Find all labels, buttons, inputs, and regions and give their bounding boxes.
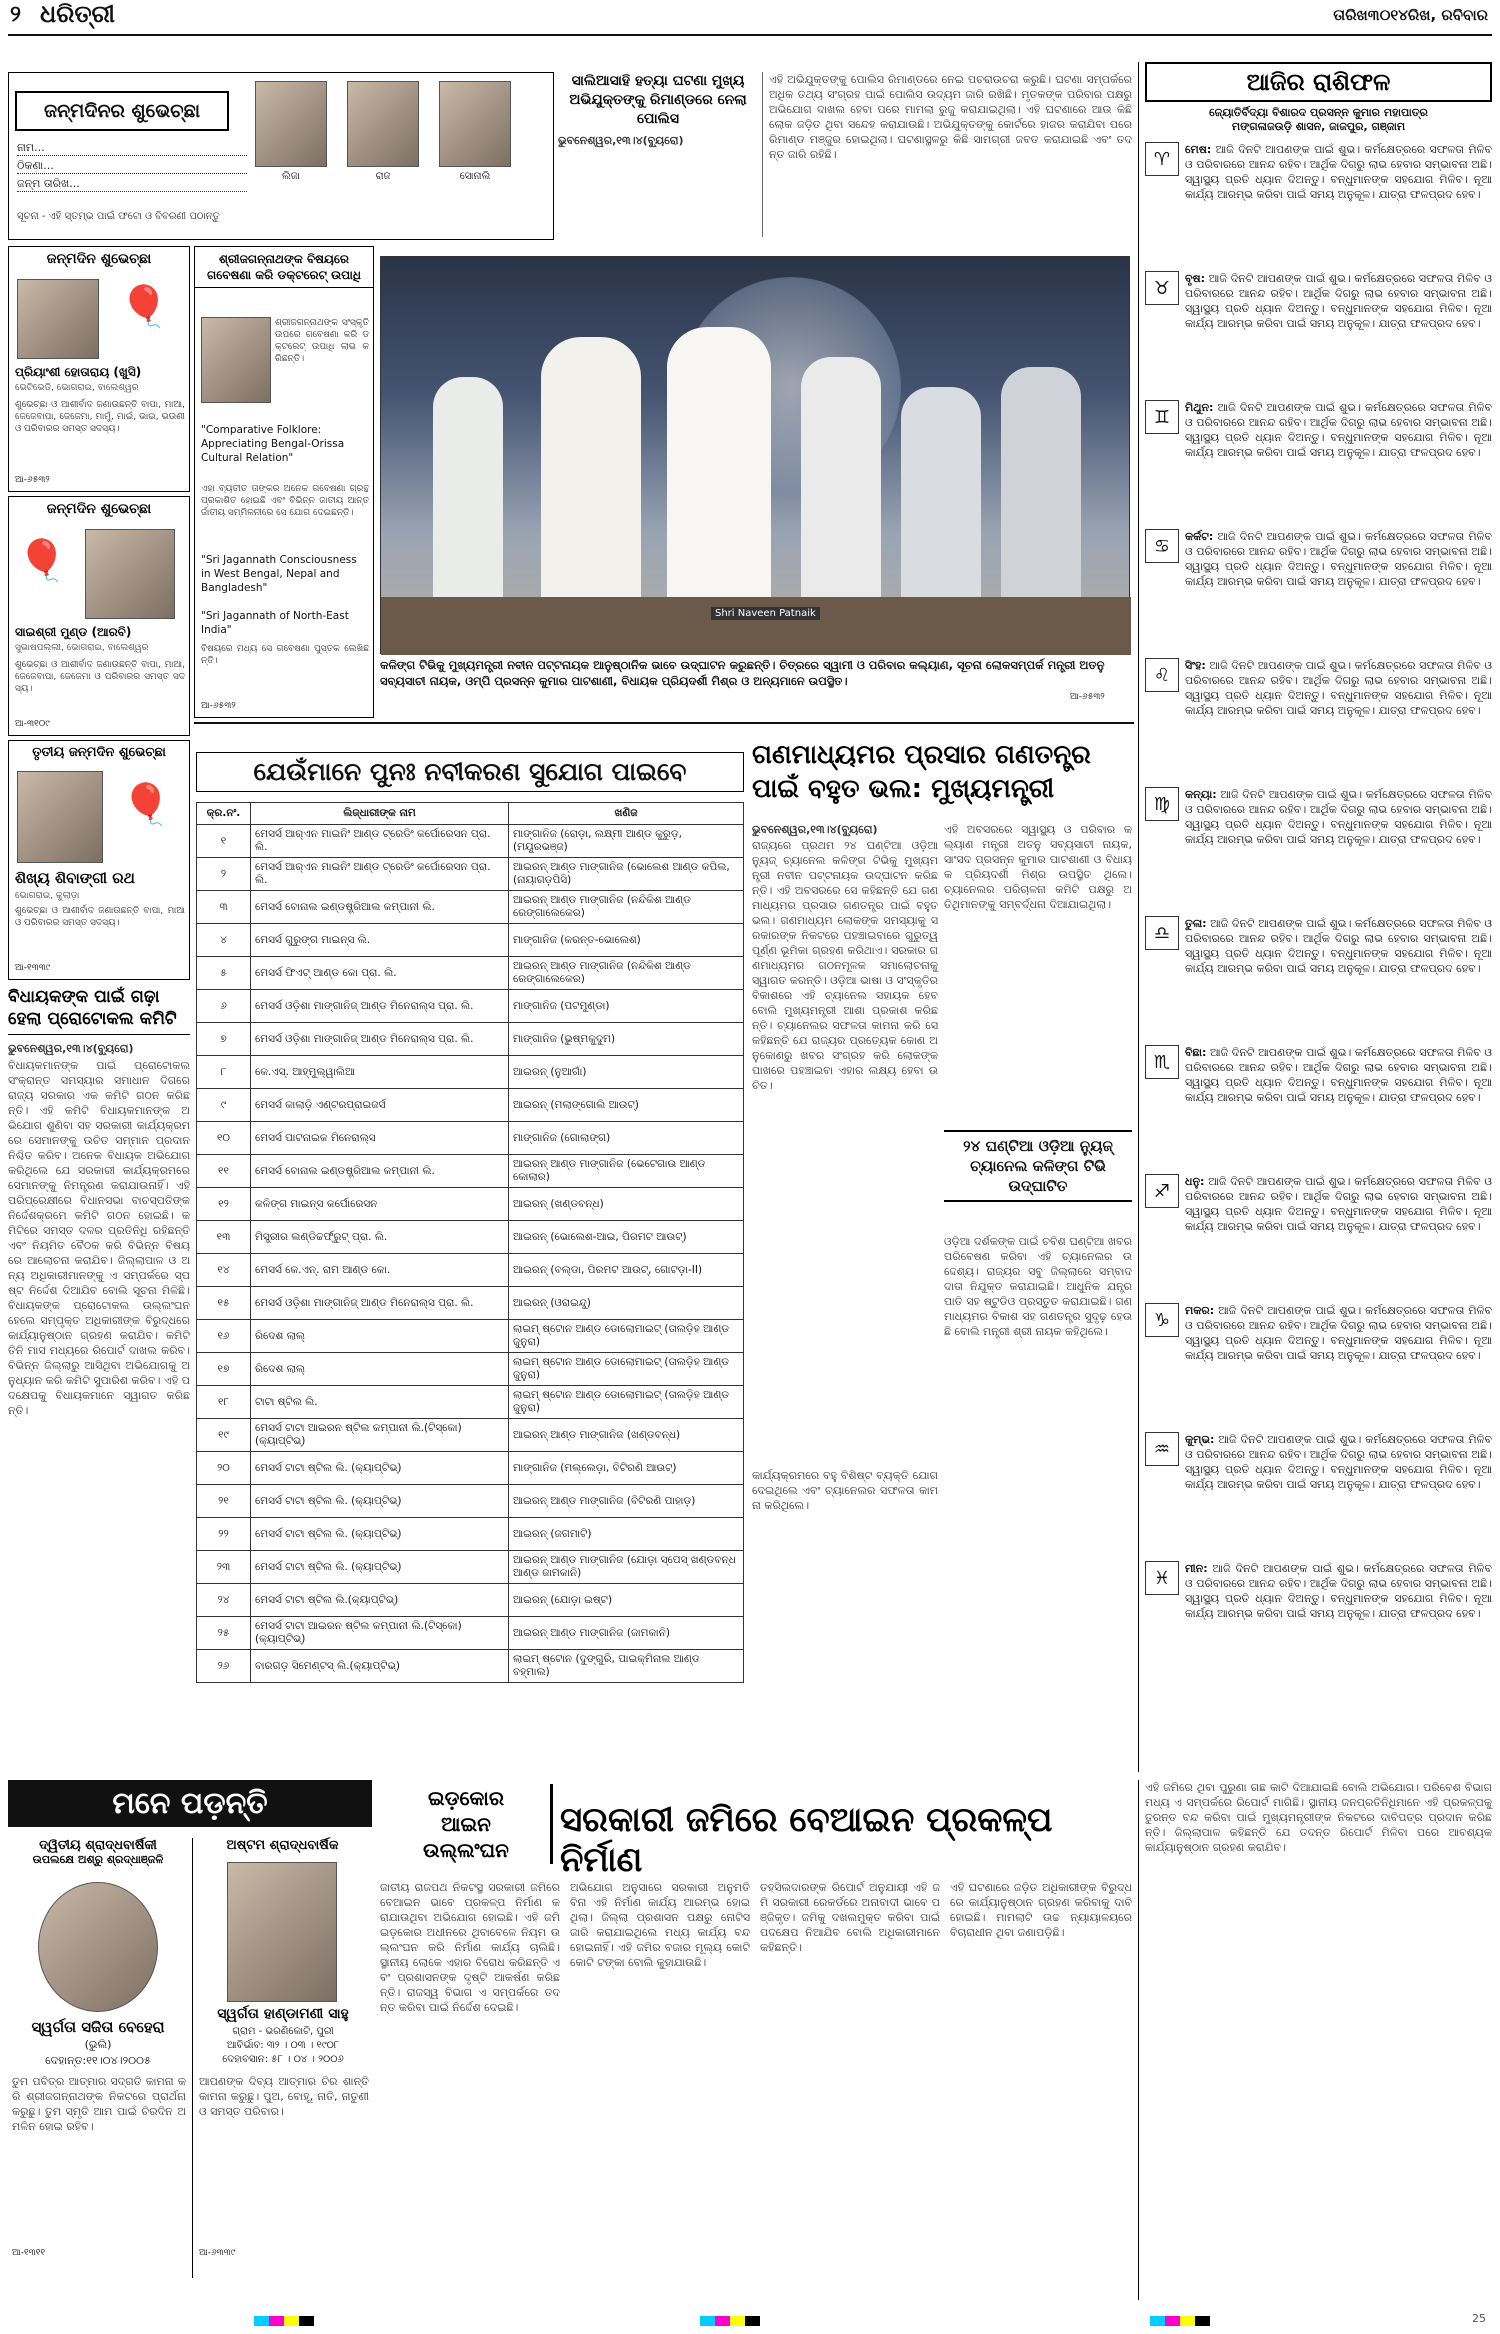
zodiac-icon: ♊ [1145,400,1179,434]
rashi-entry [1145,529,1492,654]
murder-story [558,72,758,242]
lease-serial: ୨୫ [197,1617,251,1650]
land-headline: ସରକାରୀ ଜମିରେ ବେଆଇନ ପ୍ରକଳ୍ପ ନିର୍ମାଣ [560,1800,1053,1880]
lease-row [197,1485,744,1518]
page-number: ୨ [10,2,21,27]
lease-holder: ମେସର୍ସ ଫିଏଟ୍ ଆଣ୍ଡ କୋ ପ୍ରା. ଲି. [251,957,509,990]
memorial-right [192,1838,372,2278]
birthday-3-title: ତୃତୀୟ ଜନ୍ମଦିନ ଶୁଭେଚ୍ଛା [32,745,166,760]
lease-row [197,1023,744,1056]
rashi-name: କର୍କଟ: [1185,530,1214,543]
lease-mineral: ଆଇରନ୍ ଆଣ୍ଡ ମାଙ୍ଗାନିଜ (ଖଣ୍ଡବନ୍ଧ) [509,1419,744,1452]
rashi-name: ବିଛା: [1185,1046,1207,1059]
lease-holder: ମେସର୍ସ କାଲାଡ଼ି ଏଣ୍ଟରପ୍ରାଇଜର୍ସ [251,1089,509,1122]
rashi-prediction: ଆଜି ଦିନଟି ଆପଣଙ୍କ ପାଇଁ ଶୁଭ। କର୍ମକ୍ଷେତ୍ରରେ ସଫଳତା ମିଳିବ ଓ ପରିବାରରେ ଆନନ୍ଦ ରହିବ। ଆର୍ଥିକ ଦିଗରୁ ଲାଭ ହେବାର ସମ୍ଭାବନା ଅଛି। ସ୍ୱାସ୍ଥ୍ୟ ପ୍ରତି ଧ୍ୟାନ ଦିଅନ୍ତୁ। ବନ୍ଧୁମାନଙ୍କ ସହଯୋଗ ମିଳିବ। ନୂଆ କାର୍ଯ୍ୟ ଆରମ୍ଭ କରିବା ପାଇଁ ସମୟ ଅନୁକୂଳ। ଯାତ୍ରା ଫଳପ୍ରଦ ହେବ। [1185,788,1492,846]
lease-holder: ମେସର୍ସ କେ.ଏନ୍. ରାମ ଆଣ୍ଡ କୋ. [251,1254,509,1287]
murder-body: ଏହି ଅଭିଯୁକ୍ତଙ୍କୁ ପୋଲିସ ରିମାଣ୍ଡରେ ନେଇ ପଚରାଉଚରା କରୁଛି। ଘଟଣା ସମ୍ପର୍କରେ ଅଧିକ ତଥ୍ୟ ସଂଗ୍ରହ ପାଇଁ ପୋଲିସ ଉଦ୍ୟମ ଜାରି ରଖିଛି। ମୃତକଙ୍କ ପରିବାର ପକ୍ଷରୁ ଅଭିଯୋଗ ଦାଖଲ ହେବା ପରେ ମାମଲା ରୁଜୁ କରାଯାଇଥିଲା। ଏହି ଘଟଣାରେ ଆଉ କିଛି ଲୋକ ଜଡ଼ିତ ଥିବା ସନ୍ଦେହ କରାଯାଉଛି। ଅଭିଯୁକ୍ତଙ୍କୁ କୋର୍ଟରେ ହାଜର କରାଯିବା ପରେ ରିମାଣ୍ଡ ମଞ୍ଜୁର ହୋଇଥିଲା। ଘଟଣାସ୍ଥଳରୁ କିଛି ସାମଗ୍ରୀ ଜବତ କରାଯାଇଛି ଏବଂ ତଦନ୍ତ ଜାରି ରହିଛି। [762,72,1132,237]
lease-holder: ବାରଗଡ଼ ସିମେଣ୍ଟସ୍ ଲି.(କ୍ୟାପ୍ଟିଭ୍) [251,1650,509,1683]
memorial-right-body: ଆପଣଙ୍କ ଦିବ୍ୟ ଆତ୍ମାର ଚିର ଶାନ୍ତି କାମନା କରୁଛୁ। ପୁଅ, ବୋହୂ, ନାତି, ନାତୁଣୀ ଓ ସମସ୍ତ ପରିବାର। [199,2075,369,2118]
lease-serial: ୧୮ [197,1386,251,1419]
memorial-code-1: ଆ-୧୩୧୧ [12,2248,46,2258]
rashi-prediction: ଆଜି ଦିନଟି ଆପଣଙ୍କ ପାଇଁ ଶୁଭ। କର୍ମକ୍ଷେତ୍ରରେ ସଫଳତା ମିଳିବ ଓ ପରିବାରରେ ଆନନ୍ଦ ରହିବ। ଆର୍ଥିକ ଦିଗରୁ ଲାଭ ହେବାର ସମ୍ଭାବନା ଅଛି। ସ୍ୱାସ୍ଥ୍ୟ ପ୍ରତି ଧ୍ୟାନ ଦିଅନ୍ତୁ। ବନ୍ଧୁମାନଙ୍କ ସହଯୋଗ ମିଳିବ। ନୂଆ କାର୍ଯ୍ୟ ଆରମ୍ଭ କରିବା ପାଇଁ ସମୟ ଅନୁକୂଳ। ଯାତ୍ରା ଫଳପ୍ରଦ ହେବ। [1185,659,1492,717]
birthday-3-place: ଭୋଗରାଇ, କୁଲାଡ଼ା [15,891,80,901]
memorial-left-nick: (ଭୁଲି) [84,2038,112,2051]
rashi-name: ବୃଷ: [1185,272,1206,285]
lease-mineral: ଲାଇମ୍ ଷ୍ଟୋନ ଆଣ୍ଡ ଡୋଲୋମାଇଟ୍ (ତାଲଡ଼ିହ ଆଣ୍ଡ ଜୁନୁରା) [509,1320,744,1353]
rashi-name: ମିଥୁନ: [1185,401,1214,414]
birthday-1-body: ଶୁଭେଚ୍ଛା ଓ ଆଶୀର୍ବାଦ ଜଣାଉଛନ୍ତି ବାପା, ମାଆ, ଜେଜେବାପା, ଜେଜେମା, ମାମୁଁ, ମାଇଁ, ଭାଇ, ଭଉଣୀ ଓ ପରିବାରର ସମସ୍ତ ସଦସ୍ୟ। [15,400,185,434]
lease-serial: ୧୩ [197,1221,251,1254]
leases-header-row [197,803,744,825]
lease-mineral: ଆଇରନ୍ (ବଲ୍ଡା, ପିରମଟ ଆଉଟ୍, ଗୋଟଡ଼ା-II) [509,1254,744,1287]
lease-mineral: ଆଇରନ୍ (ଖଣ୍ଡବନ୍ଧ) [509,1188,744,1221]
lease-serial: ୭ [197,1023,251,1056]
lease-row [197,1617,744,1650]
rashi-text [1185,1561,1492,1686]
lease-serial: ୨୪ [197,1584,251,1617]
memorial-right-name: ସ୍ୱର୍ଗତା ହାଣ୍ଡାମଣୀ ସାହୁ [217,2006,349,2022]
kid-name-1: ଲିଜା [282,171,300,182]
lease-serial: ୧୭ [197,1353,251,1386]
rashi-entry [1145,271,1492,396]
committee-dateline: ଭୁବନେଶ୍ୱର,୧୩।୪(ବ୍ୟୁରୋ) [8,1042,134,1055]
scholar-body-1: ଶ୍ରୀଜଗନ୍ନାଥଙ୍କ ସଂସ୍କୃତି ଉପରେ ଗବେଷଣା କରି ଡକ୍ଟରେଟ୍ ଉପାଧି ଲାଭ କରିଛନ୍ତି। [275,318,369,364]
lease-serial: ୩ [197,891,251,924]
zodiac-icon: ♌ [1145,658,1179,692]
lease-serial: ୫ [197,957,251,990]
scholar-quote-1: "Comparative Folklore: Appreciating Bengal-Orissa Cultural Relation" [201,424,345,464]
lease-row [197,1551,744,1584]
rashi-prediction: ଆଜି ଦିନଟି ଆପଣଙ୍କ ପାଇଁ ଶୁଭ। କର୍ମକ୍ଷେତ୍ରରେ ସଫଳତା ମିଳିବ ଓ ପରିବାରରେ ଆନନ୍ଦ ରହିବ। ଆର୍ଥିକ ଦିଗରୁ ଲାଭ ହେବାର ସମ୍ଭାବନା ଅଛି। ସ୍ୱାସ୍ଥ୍ୟ ପ୍ରତି ଧ୍ୟାନ ଦିଅନ୍ତୁ। ବନ୍ଧୁମାନଙ୍କ ସହଯୋଗ ମିଳିବ। ନୂଆ କାର୍ଯ୍ୟ ଆରମ୍ଭ କରିବା ପାଇଁ ସମୟ ଅନୁକୂଳ। ଯାତ୍ରା ଫଳପ୍ରଦ ହେବ। [1185,1304,1492,1362]
lease-serial: ୧୨ [197,1188,251,1221]
birthday-form-title: ଜନ୍ମଦିନର ଶୁଭେଚ୍ଛା [15,91,229,131]
lease-mineral: ମାଙ୍ଗାନିଜ (ମଲ୍ଲେଡ଼ା, ବିଟିରଣି ଆଉଟ୍) [509,1452,744,1485]
birthday-3-photo [17,771,103,863]
zodiac-icon: ♏ [1145,1045,1179,1079]
form-note: ସୂଚନା - ଏହି ସ୍ତମ୍ଭ ପାଇଁ ଫଟୋ ଓ ବିବରଣୀ ପଠାନ୍ତୁ [17,211,220,222]
lease-serial: ୯ [197,1089,251,1122]
cm-headline-2: ପାଇଁ ବହୁତ ଭଲ: ମୁଖ୍ୟମନ୍ତ୍ରୀ [752,774,1055,804]
lease-holder: ମେସର୍ସ ଗୁରୁଙ୍ଗ ମାଇନ୍ସ ଲି. [251,924,509,957]
rashi-text [1185,1174,1492,1299]
lease-holder: ମେସର୍ସ ଟାଟା ଷ୍ଟିଲ ଲି. (କ୍ୟାପ୍ଟିଭ୍) [251,1551,509,1584]
lease-row [197,1518,744,1551]
memorial-left-date: ଦେହାନ୍ତ:୧୧।୦୪।୨୦୦୫ [45,2054,151,2067]
lease-row [197,1287,744,1320]
committee-body: ବିଧାୟକମାନଙ୍କ ପାଇଁ ପ୍ରୋଟୋକଲ ସଂକ୍ରାନ୍ତ ସମସ୍ୟାର ସମାଧାନ ଦିଗରେ ରାଜ୍ୟ ସରକାର ଏକ କମିଟି ଗଠନ କରିଛନ୍ତି। ଏହି କମିଟି ବିଧାୟକମାନଙ୍କ ଅଭିଯୋଗ ଶୁଣିବା ସହ ସରକାରୀ କାର୍ଯ୍ୟକ୍ରମରେ ସେମାନଙ୍କୁ ଉଚିତ ସମ୍ମାନ ପ୍ରଦାନ ନିଶ୍ଚିତ କରିବ। ଅନେକ ବିଧାୟକ ଅଭିଯୋଗ କରିଥିଲେ ଯେ ସରକାରୀ କାର୍ଯ୍ୟକ୍ରମରେ ସେମାନଙ୍କୁ ନିମନ୍ତ୍ରଣ କରାଯାଉନାହିଁ। ଏହି ପରିପ୍ରେକ୍ଷୀରେ ବିଧାନସଭା ବାଚସ୍ପତିଙ୍କ ନିର୍ଦ୍ଦେଶକ୍ରମେ କମିଟି ଗଠନ ହୋଇଛି। କମିଟିରେ ସମସ୍ତ ଦଳର ପ୍ରତିନିଧି ରହିଛନ୍ତି ଏବଂ ନିୟମିତ ବୈଠକ କରି ବିଭିନ୍ନ ବିଷୟରେ ଆଲୋଚନା କରାଯିବ। ଜିଲ୍ଲାପାଳ ଓ ଅନ୍ୟ ଅଧିକାରୀମାନଙ୍କୁ ଏ ସମ୍ପର୍କରେ ସ୍ପଷ୍ଟ ନିର୍ଦ୍ଦେଶ ଦିଆଯିବ ବୋଲି ସୂଚନା ମିଳିଛି। ବିଧାୟକଙ୍କ ପ୍ରୋଟୋକଲ ଉଲ୍ଲଂଘନ ହେଲେ ସମ୍ପୃକ୍ତ ଅଧିକାରୀଙ୍କ ବିରୁଦ୍ଧରେ କାର୍ଯ୍ୟାନୁଷ୍ଠାନ ଗ୍ରହଣ କରାଯିବ। କମିଟି ତିନି ମାସ ମଧ୍ୟରେ ରିପୋର୍ଟ ଦାଖଲ କରିବ। ବିଭିନ୍ନ ଜିଲ୍ଲାରୁ ଆସିଥିବା ଅଭିଯୋଗକୁ ଅନୁଧ୍ୟାନ କରି କମିଟି ସୁପାରିଶ କରିବ। ଏହି ପଦକ୍ଷେପକୁ ବିଧାୟକମାନେ ସ୍ୱାଗତ କରିଛନ୍ତି। [8,1059,190,1417]
rashi-name: ମୀନ: [1185,1562,1208,1575]
lease-row [197,1089,744,1122]
lease-serial: ୧୦ [197,1122,251,1155]
lease-holder: ମେସର୍ସ ଓଡ଼ିଶା ମାଙ୍ଗାନିଜ୍ ଆଣ୍ଡ ମିନେରାଲ୍ସ ପ୍ରା. ଲି. [251,1287,509,1320]
birthday-2-body: ଶୁଭେଚ୍ଛା ଓ ଆଶୀର୍ବାଦ ଜଣାଉଛନ୍ତି ବାପା, ମାଆ, ଜେଜେବାପା, ଜେଜେମା ଓ ପରିବାରର ସମସ୍ତ ସଦସ୍ୟ। [15,660,185,694]
lease-mineral: ଆଇରନ୍ ଆଣ୍ଡ ମାଙ୍ଗାନିଜ (ଭେଟେଗାଉ ଆଣ୍ଡ କୋଲାର) [509,1155,744,1188]
masthead-date: ତାରିଖ୩୦୧୪ରିଖ, ରବିବାର [1333,6,1488,24]
birthday-2-code: ଆ-୩୧୦୯ [15,719,50,729]
cm-body-right: ଏହି ଅବସରରେ ସ୍ୱାସ୍ଥ୍ୟ ଓ ପରିବାର କଲ୍ୟାଣ ମନ୍ତ୍ରୀ ଅତନୁ ସବ୍ୟସାଚୀ ନାୟକ, ସାଂସଦ ପ୍ରସନ୍ନ କୁମାର ପାଟଶାଣୀ ଓ ବିଧାୟକ ପ୍ରିୟଦର୍ଶୀ ମିଶ୍ର ଉପସ୍ଥିତ ଥିଲେ। ଚ୍ୟାନେଲର ପରିଚାଳନା କମିଟି ପକ୍ଷରୁ ଅତିଥିମାନଙ୍କୁ ସମ୍ବର୍ଦ୍ଧନା ଦିଆଯାଇଥିଲା। [944,823,1132,911]
memorial [8,1780,372,2300]
lease-row [197,1452,744,1485]
rashi-prediction: ଆଜି ଦିନଟି ଆପଣଙ୍କ ପାଇଁ ଶୁଭ। କର୍ମକ୍ଷେତ୍ରରେ ସଫଳତା ମିଳିବ ଓ ପରିବାରରେ ଆନନ୍ଦ ରହିବ। ଆର୍ଥିକ ଦିଗରୁ ଲାଭ ହେବାର ସମ୍ଭାବନା ଅଛି। ସ୍ୱାସ୍ଥ୍ୟ ପ୍ରତି ଧ୍ୟାନ ଦିଅନ୍ତୁ। ବନ୍ଧୁମାନଙ୍କ ସହଯୋଗ ମିଳିବ। ନୂଆ କାର୍ଯ୍ୟ ଆରମ୍ଭ କରିବା ପାଇଁ ସମୟ ଅନୁକୂଳ। ଯାତ୍ରା ଫଳପ୍ରଦ ହେବ। [1185,1046,1492,1104]
scholar-quote-3: "Sri Jagannath of North-East India" [201,610,349,636]
lease-holder: ମେସର୍ସ ଟାଟା ଷ୍ଟିଲ ଲି. (କ୍ୟାପ୍ଟିଭ୍) [251,1485,509,1518]
cm-body-left-2: କାର୍ଯ୍ୟକ୍ରମରେ ବହୁ ବିଶିଷ୍ଟ ବ୍ୟକ୍ତି ଯୋଗ ଦେଇଥିଲେ ଏବଂ ଚ୍ୟାନେଲର ସଫଳତା କାମନା କରିଥିଲେ। [752,1469,938,1512]
form-field-name: ନାମ... [17,141,247,156]
lease-row [197,957,744,990]
zodiac-icon: ♓ [1145,1561,1179,1595]
scholar-body-3: ବିଷୟରେ ମଧ୍ୟ ସେ ଗବେଷଣା ପୁସ୍ତକ ଲେଖିଛନ୍ତି। [201,644,369,666]
murder-headline: ସାଲିଆସାହି ହତ୍ୟା ଘଟଣା ମୁଖ୍ୟ ଅଭିଯୁକ୍ତଙ୍କୁ ରିମାଣ୍ଡରେ ନେଲା ପୋଲିସ [569,73,747,127]
scholar-headline: ଶ୍ରୀଜଗନ୍ନାଥଙ୍କ ବିଷୟରେ ଗବେଷଣା କରି ଡକ୍ଟରେଟ୍ ଉପାଧି [195,247,373,288]
rashi-prediction: ଆଜି ଦିନଟି ଆପଣଙ୍କ ପାଇଁ ଶୁଭ। କର୍ମକ୍ଷେତ୍ରରେ ସଫଳତା ମିଳିବ ଓ ପରିବାରରେ ଆନନ୍ଦ ରହିବ। ଆର୍ଥିକ ଦିଗରୁ ଲାଭ ହେବାର ସମ୍ଭାବନା ଅଛି। ସ୍ୱାସ୍ଥ୍ୟ ପ୍ରତି ଧ୍ୟାନ ଦିଅନ୍ତୁ। ବନ୍ଧୁମାନଙ୍କ ସହଯୋଗ ମିଳିବ। ନୂଆ କାର୍ଯ୍ୟ ଆରମ୍ଭ କରିବା ପାଇଁ ସମୟ ଅନୁକୂଳ। ଯାତ୍ରା ଫଳପ୍ରଦ ହେବ। [1185,1175,1492,1233]
birthday-1-code: ଆ-୬୫୩୨ [15,475,50,485]
horoscope [1138,62,1492,1772]
scholar-box [194,246,374,718]
rashi-text [1185,658,1492,783]
podium-table [381,597,1131,655]
lease-row [197,1254,744,1287]
masthead [0,0,1500,34]
zodiac-icon: ♈ [1145,142,1179,176]
rashi-name: କୁମ୍ଭ: [1185,1433,1215,1446]
lease-row [197,1386,744,1419]
rashi-entry [1145,916,1492,1041]
lease-holder: ମେସର୍ସ ଟାଟା ଷ୍ଟିଲ ଲି. (କ୍ୟାପ୍ଟିଭ୍) [251,1452,509,1485]
rashi-text [1185,142,1492,267]
form-field-address: ଠିକଣା... [17,159,247,174]
lease-holder: ମେସର୍ସ ବୋନାଲ ଇଣ୍ଡଷ୍ଟ୍ରିଆଲ କମ୍ପାନୀ ଲି. [251,1155,509,1188]
scholar-code: ଆ-୬୫୩୨ [201,701,236,711]
memorial-title: ମନେ ପଡ଼ନ୍ତି [8,1780,372,1827]
lease-mineral: ଲାଇମ୍ ଷ୍ଟୋନ ଆଣ୍ଡ ଡୋଲୋମାଇଟ୍ (ତାଲଡ଼ିହ ଆଣ୍ଡ ଜୁନୁରା) [509,1353,744,1386]
lease-serial: ୬ [197,990,251,1023]
birthday-card-3 [8,740,190,980]
birthday-2-name: ସାଇଶ୍ରୀ ମୁଣ୍ଡ (ଆରବି) [15,625,132,639]
birthday-3-name: ଶିଖ୍ୟ ଶିବାଙ୍ଗୀ ରଥ [15,869,135,887]
rashi-text [1185,529,1492,654]
rashi-name: ମେଷ: [1185,143,1212,156]
birthday-2-place: ସୁଭାଷପଲ୍ଲୀ, ଭୋଗରାଇ, ବାଲେଶ୍ୱର [15,643,149,653]
memorial-right-photo [227,1862,337,2002]
lease-holder: ମେସର୍ସ ଆର୍‌ଏନ ମାଇନିଂ ଆଣ୍ଡ ଟ୍ରେଡିଂ କର୍ପୋରେସନ ପ୍ରା. ଲି. [251,825,509,858]
lease-serial: ୧ [197,825,251,858]
lease-mineral: ଆଇରନ୍ ଆଣ୍ଡ ମାଙ୍ଗାନିଜ (ନନ୍ଦିକିଶ ଆଣ୍ଡ ରେଙ୍ଗାଲେକେର) [509,891,744,924]
birthday-1-photo [17,279,99,359]
form-field-dob: ଜନ୍ମ ତାରିଖ... [17,177,247,192]
leases-table-wrap [196,802,744,1683]
lease-holder: ମେସର୍ସ ଓଡ଼ିଶା ମାଙ୍ଗାନିଜ୍ ଆଣ୍ଡ ମିନେରାଲ୍ସ ପ୍ରା. ଲି. [251,990,509,1023]
lease-row [197,1122,744,1155]
lease-mineral: ଆଇରନ୍ (ମଲାଙ୍ଗୋଲି ଆଉଟ୍) [509,1089,744,1122]
lease-mineral: ଆଇରନ୍ (ଜଗମାଟି) [509,1518,744,1551]
leases-headline: ଯେଉଁମାନେ ପୁନଃ ନବୀକରଣ ସୁଯୋଗ ପାଇବେ [196,752,744,792]
lease-row [197,1221,744,1254]
rashi-entry [1145,1432,1492,1557]
scholar-photo [201,317,271,403]
rashi-text [1185,1432,1492,1557]
lease-mineral: ଆଇରନ୍ ଆଣ୍ଡ ମାଙ୍ଗାନିଜ (ଭୋଲେଶ ଆଣ୍ଡ କପିଲ, (ନାୟାଗଡ଼ପିସି) [509,858,744,891]
col-lessee: ଲିଜ୍‌ଧାରୀଙ୍କ ନାମ [251,803,509,825]
paper-logo: ଧରିତ୍ରୀ [40,0,115,28]
rashi-entry [1145,1045,1492,1170]
birthday-card-2 [8,496,190,736]
memorial-left-heading: ଦ୍ୱିତୀୟ ଶ୍ରାଦ୍ଧବାର୍ଷିକୀ [39,1838,157,1853]
rashi-name: ଧନୁ: [1185,1175,1205,1188]
lease-serial: ୨୧ [197,1485,251,1518]
birthday-3-body: ଶୁଭେଚ୍ଛା ଓ ଆଶୀର୍ବାଦ ଜଣାଉଛନ୍ତି ବାପା, ମାଆ ଓ ପରିବାରର ସମସ୍ତ ସଦସ୍ୟ। [15,906,185,928]
birthday-1-place: ଭେଟିଭେଡି, ଭୋଗରାଇ, ବାଲେଶ୍ୱର [15,383,139,393]
rashi-entry [1145,1303,1492,1428]
rashi-text [1185,271,1492,396]
land-kicker-2: ଆଇନ [441,1812,491,1836]
lease-serial: ୧୯ [197,1419,251,1452]
lease-mineral: ମାଙ୍ଗାନିଜ (ଭୁଷ୍ମକୁଦୁମ) [509,1023,744,1056]
rashi-text [1185,400,1492,525]
memorial-code-2: ଆ-୬୩୩୯ [199,2248,236,2258]
lease-mineral: ଲାଇମ୍ ଷ୍ଟୋନ ଆଣ୍ଡ ଡୋଲୋମାଇଟ୍ (ତାଲଡ଼ିହ ଆଣ୍ଡ ଜୁନୁରା) [509,1386,744,1419]
lease-row [197,1584,744,1617]
lease-holder: ମେସର୍ସ ଟାଟା ଆଇରନ ଷ୍ଟିଲ କମ୍ପାନୀ ଲି.(ଟିସ୍କୋ) (କ୍ୟାପ୍ଟିଭ୍) [251,1419,509,1452]
rashi-prediction: ଆଜି ଦିନଟି ଆପଣଙ୍କ ପାଇଁ ଶୁଭ। କର୍ମକ୍ଷେତ୍ରରେ ସଫଳତା ମିଳିବ ଓ ପରିବାରରେ ଆନନ୍ଦ ରହିବ। ଆର୍ଥିକ ଦିଗରୁ ଲାଭ ହେବାର ସମ୍ଭାବନା ଅଛି। ସ୍ୱାସ୍ଥ୍ୟ ପ୍ରତି ଧ୍ୟାନ ଦିଅନ୍ତୁ। ବନ୍ଧୁମାନଙ୍କ ସହଯୋଗ ମିଳିବ। ନୂଆ କାର୍ଯ୍ୟ ଆରମ୍ଭ କରିବା ପାଇଁ ସମୟ ଅନୁକୂଳ। ଯାତ୍ରା ଫଳପ୍ରଦ ହେବ। [1185,1433,1492,1491]
lease-row [197,1419,744,1452]
lease-row [197,825,744,858]
cm-story [752,738,1132,1758]
lease-row [197,891,744,924]
rashi-entry [1145,142,1492,267]
rashi-entry [1145,787,1492,912]
memorial-right-detail-1: ଗ୍ରାମ - ଭରଣିକୋଟି, ପୁରୀ [232,2026,334,2037]
lease-holder: ମିସ୍ତ୍ରୀର ଲଣ୍ଡିଚ୍ଚର୍ଫ୍ରୁଟ୍ ପ୍ରା. ଲି. [251,1221,509,1254]
lease-holder: ମେସର୍ସ ଟାଟା ଷ୍ଟିଲ ଲି. (କ୍ୟାପ୍ଟିଭ୍) [251,1518,509,1551]
lease-holder: ମେସର୍ସ ଓଡ଼ିଶା ମାଙ୍ଗାନିଜ୍ ଆଣ୍ଡ ମିନେରାଲ୍ସ ପ୍ରା. ଲି. [251,1023,509,1056]
lease-row [197,858,744,891]
zodiac-icon: ♍ [1145,787,1179,821]
lease-row [197,1188,744,1221]
lease-holder: କଳିଙ୍ଗ ମାଇନ୍ସ କର୍ପୋରେସନ [251,1188,509,1221]
memorial-right-detail-2: ଆବିର୍ଭାବ: ୩୨ । ୦୩ । ୧୯୦୮ [226,2040,340,2051]
cm-body-left: ରାଜ୍ୟରେ ପ୍ରଥମ ୨୪ ଘଣ୍ଟିଆ ଓଡ଼ିଆ ନ୍ୟୁଜ୍ ଚ୍ୟାନେଲ କଳିଙ୍ଗ ଟିଭିକୁ ମୁଖ୍ୟମନ୍ତ୍ରୀ ନବୀନ ପଟ୍ଟନାୟକ ଉଦ୍‌ଘାଟନ କରିଛନ୍ତି। ଏହି ଅବସରରେ ସେ କହିଛନ୍ତି ଯେ ଗଣମାଧ୍ୟମର ପ୍ରସାର ଗଣତନ୍ତ୍ର ପାଇଁ ବହୁତ ଭଲ। ଗଣମାଧ୍ୟମ ଲୋକଙ୍କ ସମସ୍ୟାକୁ ସରକାରଙ୍କ ନିକଟରେ ପହଞ୍ଚାଇବାରେ ଗୁରୁତ୍ୱପୂର୍ଣ୍ଣ ଭୂମିକା ଗ୍ରହଣ କରିଥାଏ। ସରକାର ଗଣମାଧ୍ୟମର ଗଠନମୂଳକ ସମାଲୋଚନାକୁ ସ୍ୱାଗତ କରନ୍ତି। ଓଡ଼ିଆ ଭାଷା ଓ ସଂସ୍କୃତିର ବିକାଶରେ ଏହି ଚ୍ୟାନେଲ ସହାୟକ ହେବ ବୋଲି ମୁଖ୍ୟମନ୍ତ୍ରୀ ଆଶା ପ୍ରକାଶ କରିଛନ୍ତି। ଚ୍ୟାନେଲର ସଫଳତା କାମନା କରି ସେ କହିଛନ୍ତି ଯେ ରାଜ୍ୟର ପ୍ରତ୍ୟେକ କୋଣ ଅନୁକୋଣରୁ ଖବର ସଂଗ୍ରହ କରି ଲୋକଙ୍କ ପାଖରେ ପହଞ୍ଚାଇବା ଏହାର ଲକ୍ଷ୍ୟ ହେବା ଉଚିତ। [752,839,938,1092]
rashi-entry [1145,1561,1492,1686]
balloons-icon-3: 🎈 [121,782,171,828]
committee-headline: ବିଧାୟକଙ୍କ ପାଇଁ ଗଢ଼ା ହେଲା ପ୍ରୋଟୋକଲ କମିଟି [8,986,190,1035]
lease-row [197,924,744,957]
rashi-text [1185,916,1492,1041]
footer [0,2308,1500,2334]
horoscope-title: ଆଜିର ରାଶିଫଳ [1145,62,1492,102]
kid-name-3: ସୋନାଲି [459,171,491,182]
lease-holder: କେ.ଏସ୍. ଆହ୍ମୁଲ୍ୱାଲିଆ [251,1056,509,1089]
main-photo-caption: କଳିଙ୍ଗ ଟିଭିକୁ ମୁଖ୍ୟମନ୍ତ୍ରୀ ନବୀନ ପଟ୍ଟନାୟକ ଆନୁଷ୍ଠାନିକ ଭାବେ ଉଦ୍‌ଘାଟନ କରୁଛନ୍ତି। ଚିତ୍ରରେ ସ୍ୱାମୀ ଓ ପରିବାର କଲ୍ୟାଣ, ସୂଚନା ଲୋକସମ୍ପର୍କ ମନ୍ତ୍ରୀ ଅତନୁ ସବ୍ୟସାଚୀ ନାୟକ, ଓମ୍ପି ପ୍ରସନ୍ନ କୁମାର ପାଟଶାଣୀ, ବିଧାୟକ ପ୍ରିୟଦର୍ଶୀ ମିଶ୍ର ଓ ଅନ୍ୟମାନେ ଉପସ୍ଥିତ। [380,658,1105,688]
land-kicker-1: ଇଡ଼କୋର [428,1786,504,1810]
lease-serial: ୪ [197,924,251,957]
lease-holder: ମେସର୍ସ ଟାଟା ଷ୍ଟିଲ ଲି.(କ୍ୟାପ୍ଟିଭ୍) [251,1584,509,1617]
lease-mineral: ମାଙ୍ଗାନିଜ (କରନ୍ତ-ଭୋଲେଶ) [509,924,744,957]
balloons-icon-2: 🎈 [17,538,67,584]
land-body-1: ଜାତୀୟ ରାଜପଥ ନିକଟସ୍ଥ ସରକାରୀ ଜମିରେ ବେଆଇନ ଭାବେ ପ୍ରକଳ୍ପ ନିର୍ମାଣ କରାଯାଉଥିବା ଅଭିଯୋଗ ହୋଇଛି। ଏହି ଜମି ଇଡ଼କୋର ଅଧୀନରେ ଥିବାବେଳେ ନିୟମ ଉଲ୍ଲଂଘନ କରି ନିର୍ମାଣ କାର୍ଯ୍ୟ ଚାଲିଛି। ସ୍ଥାନୀୟ ଲୋକେ ଏହାର ବିରୋଧ କରିଛନ୍ତି ଏବଂ ପ୍ରଶାସନଙ୍କ ଦୃଷ୍ଟି ଆକର୍ଷଣ କରିଛନ୍ତି। ରାଜସ୍ୱ ବିଭାଗ ଏ ସମ୍ପର୍କରେ ତଦନ୍ତ କରିବା ପାଇଁ ନିର୍ଦ୍ଦେଶ ଦେଇଛି। [380,1881,560,2014]
lease-mineral: ଆଇରନ୍ (ଓରାଇନ୍ଦୁ) [509,1287,744,1320]
zodiac-icon: ♎ [1145,916,1179,950]
main-photo-banner: Shri Naveen Patnaik [711,607,820,620]
lease-holder: ରିଦେଶ ଲାଲ୍ [251,1353,509,1386]
lease-row [197,1650,744,1683]
lease-serial: ୮ [197,1056,251,1089]
kid-name-2: ରାଜ [375,171,391,182]
rashi-text [1185,787,1492,912]
lease-holder: ରିଦେଶ ଲାଲ୍ [251,1320,509,1353]
rashi-name: ମକର: [1185,1304,1215,1317]
lease-mineral: ଆଇରନ୍ (ଯୋଡ଼ା ଇଷ୍ଟ) [509,1584,744,1617]
rashi-name: କନ୍ୟା: [1185,788,1217,801]
lease-mineral: ଆଇରନ୍ ଆଣ୍ଡ ମାଙ୍ଗାନିଜ (ବିଟିରଣି ପାହାଡ଼) [509,1485,744,1518]
birthday-3-code: ଆ-୧୩୩୯ [15,963,51,973]
color-bar-mid [700,2316,760,2326]
lease-mineral: ଆଇରନ୍ (ଭୋଲେଶ-ଆଇ, ପିରମଟ ଆଉଟ୍) [509,1221,744,1254]
lease-mineral: ମାଙ୍ଗାନିଜ (ପଟମୁଣ୍ଡା) [509,990,744,1023]
lease-serial: ୧୬ [197,1320,251,1353]
lease-holder: ମେସର୍ସ ବୋନାଲ ଇଣ୍ଡଷ୍ଟ୍ରିଆଲ କମ୍ପାନୀ ଲି. [251,891,509,924]
scholar-quote-2: "Sri Jagannath Consciousness in West Bengal, Nepal and Bangladesh" [201,554,357,594]
lease-serial: ୨୨ [197,1518,251,1551]
scholar-body-2: ଏହା ବ୍ୟତୀତ ତାଙ୍କର ଅନେକ ଗବେଷଣା ଗ୍ରନ୍ଥ ପ୍ରକାଶିତ ହୋଇଛି ଏବଂ ବିଭିନ୍ନ ଜାତୀୟ ଆନ୍ତର୍ଜାତୀୟ ସମ୍ମିଳନୀରେ ସେ ଯୋଗ ଦେଇଛନ୍ତି। [201,484,369,518]
lease-row [197,1056,744,1089]
col-serial: କ୍ର.ନଂ. [197,803,251,825]
horoscope-author-2: ମଙ୍ଗଳାଜଉଡ଼ି ଶାସନ, ଜାଜପୁର, ଗଞ୍ଜାମ [1231,120,1406,133]
rashi-list [1145,142,1492,1686]
lease-holder: ମେସର୍ସ ପାଟନାଇକ ମିନେରାଲ୍ସ [251,1122,509,1155]
rashi-prediction: ଆଜି ଦିନଟି ଆପଣଙ୍କ ପାଇଁ ଶୁଭ। କର୍ମକ୍ଷେତ୍ରରେ ସଫଳତା ମିଳିବ ଓ ପରିବାରରେ ଆନନ୍ଦ ରହିବ। ଆର୍ଥିକ ଦିଗରୁ ଲାଭ ହେବାର ସମ୍ଭାବନା ଅଛି। ସ୍ୱାସ୍ଥ୍ୟ ପ୍ରତି ଧ୍ୟାନ ଦିଅନ୍ତୁ। ବନ୍ଧୁମାନଙ୍କ ସହଯୋଗ ମିଳିବ। ନୂଆ କାର୍ଯ୍ୟ ଆରମ୍ଭ କରିବା ପାଇଁ ସମୟ ଅନୁକୂଳ। ଯାତ୍ରା ଫଳପ୍ରଦ ହେବ। [1185,917,1492,975]
lease-row [197,1155,744,1188]
lease-serial: ୨୬ [197,1650,251,1683]
horoscope-author-1: ଜ୍ୟୋତିର୍ବିଦ୍ୟା ବିଶାରଦ ପ୍ରସନ୍ନ କୁମାର ମହାପାତ୍ର [1209,106,1428,119]
zodiac-icon: ♐ [1145,1174,1179,1208]
rashi-prediction: ଆଜି ଦିନଟି ଆପଣଙ୍କ ପାଇଁ ଶୁଭ। କର୍ମକ୍ଷେତ୍ରରେ ସଫଳତା ମିଳିବ ଓ ପରିବାରରେ ଆନନ୍ଦ ରହିବ। ଆର୍ଥିକ ଦିଗରୁ ଲାଭ ହେବାର ସମ୍ଭାବନା ଅଛି। ସ୍ୱାସ୍ଥ୍ୟ ପ୍ରତି ଧ୍ୟାନ ଦିଅନ୍ତୁ। ବନ୍ଧୁମାନଙ୍କ ସହଯୋଗ ମିଳିବ। ନୂଆ କାର୍ଯ୍ୟ ଆରମ୍ଭ କରିବା ପାଇଁ ସମୟ ଅନୁକୂଳ। ଯାତ୍ରା ଫଳପ୍ରଦ ହେବ। [1185,1562,1492,1620]
rashi-prediction: ଆଜି ଦିନଟି ଆପଣଙ୍କ ପାଇଁ ଶୁଭ। କର୍ମକ୍ଷେତ୍ରରେ ସଫଳତା ମିଳିବ ଓ ପରିବାରରେ ଆନନ୍ଦ ରହିବ। ଆର୍ଥିକ ଦିଗରୁ ଲାଭ ହେବାର ସମ୍ଭାବନା ଅଛି। ସ୍ୱାସ୍ଥ୍ୟ ପ୍ରତି ଧ୍ୟାନ ଦିଅନ୍ତୁ। ବନ୍ଧୁମାନଙ୍କ ସହଯୋଗ ମିଳିବ। ନୂଆ କାର୍ଯ୍ୟ ଆରମ୍ଭ କରିବା ପାଇଁ ସମୟ ଅନୁକୂଳ। ଯାତ୍ରା ଫଳପ୍ରଦ ହେବ। [1185,143,1492,201]
cm-subhead: ୨୪ ଘଣ୍ଟିଆ ଓଡ଼ିଆ ନ୍ୟୁଜ୍ ଚ୍ୟାନେଲ କଳିଙ୍ଗ ଟିଭି ଉଦ୍‌ଘାଟିତ [944,1130,1132,1202]
memorial-right-heading: ଅଷ୍ଟମ ଶ୍ରାଦ୍ଧବାର୍ଷିକ [226,1838,339,1853]
lease-mineral: ଆଇରନ୍ ଆଣ୍ଡ ମାଙ୍ଗାନିଜ (ନନ୍ଦିକିଶ ଆଣ୍ଡ ରେଙ୍ଗାଲେକେର) [509,957,744,990]
murder-dateline: ଭୁବନେଶ୍ୱର,୧୩।୪(ବ୍ୟୁରୋ) [558,134,684,147]
land-story [380,1780,1132,2300]
memorial-left-subheading: ଉପଲକ୍ଷେ ଅଶ୍ରୁ ଶ୍ରଦ୍ଧାଞ୍ଜଳି [32,1853,164,1866]
balloons-icon: 🎈 [119,284,169,330]
lease-serial: ୨ [197,858,251,891]
col-mineral: ଖଣିଜ [509,803,744,825]
memorial-right-date: ଦେହାବସାନ: ୫୮ । ୦୪ । ୨୦୦୬ [222,2054,344,2065]
memorial-left-body: ତୁମ ପବିତ୍ର ଆତ୍ମାର ସଦ୍‌ଗତି କାମନା କରି ଶ୍ରୀଜଗନ୍ନାଥଙ୍କ ନିକଟରେ ପ୍ରାର୍ଥନା କରୁଛୁ। ତୁମ ସ୍ମୃତି ଆମ ପାଇଁ ଚିରଦିନ ଅମଳିନ ହୋଇ ରହିବ। [12,2075,186,2133]
lease-row [197,1353,744,1386]
lease-serial: ୨୦ [197,1452,251,1485]
lease-mineral: ଆଇରନ୍ (ନୁଆଗାଁ) [509,1056,744,1089]
memorial-left-name: ସ୍ୱର୍ଗତା ସଜିତା ବେହେରା [31,2018,165,2036]
rashi-prediction: ଆଜି ଦିନଟି ଆପଣଙ୍କ ପାଇଁ ଶୁଭ। କର୍ମକ୍ଷେତ୍ରରେ ସଫଳତା ମିଳିବ ଓ ପରିବାରରେ ଆନନ୍ଦ ରହିବ। ଆର୍ଥିକ ଦିଗରୁ ଲାଭ ହେବାର ସମ୍ଭାବନା ଅଛି। ସ୍ୱାସ୍ଥ୍ୟ ପ୍ରତି ଧ୍ୟାନ ଦିଅନ୍ତୁ। ବନ୍ଧୁମାନଙ୍କ ସହଯୋଗ ମିଳିବ। ନୂଆ କାର୍ଯ୍ୟ ଆରମ୍ଭ କରିବା ପାଇଁ ସମୟ ଅନୁକୂଳ। ଯାତ୍ରା ଫଳପ୍ରଦ ହେବ। [1185,272,1492,330]
lease-serial: ୨୩ [197,1551,251,1584]
color-bar-left [254,2316,314,2326]
birthday-1-title: ଜନ୍ମଦିନ ଶୁଭେଚ୍ଛା [46,251,152,267]
birthday-1-name: ପ୍ରିୟାଂଶୀ ହୋତାରାୟ (ଖୁସି) [15,365,142,379]
lease-mineral: ଆଇରନ୍ ଆଣ୍ଡ ମାଙ୍ଗାନିଜ (ଜାମକାନି) [509,1617,744,1650]
kid-photo-2 [347,81,419,167]
rashi-entry [1145,400,1492,525]
main-photo-code: ଆ-୬୫୩୨ [1070,692,1105,702]
rashi-entry [1145,658,1492,783]
cm-dateline: ଭୁବନେଶ୍ୱର,୧୩।୪(ବ୍ୟୁରୋ) [752,823,878,836]
cm-headline-1: ଗଣମାଧ୍ୟମର ପ୍ରସାର ଗଣତନ୍ତ୍ର [752,740,1091,770]
rashi-entry [1145,1174,1492,1299]
main-photo [380,256,1130,654]
zodiac-icon: ♑ [1145,1303,1179,1337]
zodiac-icon: ♋ [1145,529,1179,563]
zodiac-icon: ♒ [1145,1432,1179,1466]
birthday-card-1 [8,246,190,492]
rashi-name: ତୁଳା: [1185,917,1207,930]
lease-mineral: ମାଙ୍ଗାନିଜ (ରୋଡ଼ା, ଲକ୍ଷ୍ମୀ ଆଣ୍ଡ କୁରୁଡ଼, (ମୟୂରଭଞ୍ଜ) [509,825,744,858]
land-continuation: ଏହି ଜମିରେ ଥିବା ପୁରୁଣା ଗଛ କାଟି ଦିଆଯାଇଛି ବୋଲି ଅଭିଯୋଗ। ପରିବେଶ ବିଭାଗ ମଧ୍ୟ ଏ ସମ୍ପର୍କରେ ରିପୋର୍ଟ ମାଗିଛି। ସ୍ଥାନୀୟ ଜନପ୍ରତିନିଧିମାନେ ଏହି ପ୍ରକଳ୍ପକୁ ତୁରନ୍ତ ବନ୍ଦ କରିବା ପାଇଁ ମୁଖ୍ୟମନ୍ତ୍ରୀଙ୍କ ନିକଟରେ ଦାବିପତ୍ର ପ୍ରଦାନ କରିଛନ୍ତି। ଜିଲ୍ଲାପାଳ କହିଛନ୍ତି ଯେ ତଦନ୍ତ ରିପୋର୍ଟ ମିଳିବା ପରେ ଆବଶ୍ୟକ କାର୍ଯ୍ୟାନୁଷ୍ଠାନ ଗ୍ରହଣ କରାଯିବ। [1138,1780,1492,2300]
lease-holder: ମେସର୍ସ ଟାଟା ଆଇରନ ଷ୍ଟିଲ କମ୍ପାନୀ ଲି.(ଟିସ୍କୋ) (କ୍ୟାପ୍ଟିଭ୍) [251,1617,509,1650]
lease-row [197,990,744,1023]
lease-serial: ୧୫ [197,1287,251,1320]
kid-photo-3 [439,81,511,167]
land-body-2: ଅଭିଯୋଗ ଅନୁସାରେ ସରକାରୀ ଅନୁମତି ବିନା ଏହି ନିର୍ମାଣ କାର୍ଯ୍ୟ ଆରମ୍ଭ ହୋଇଥିଲା। ଜିଲ୍ଲା ପ୍ରଶାସନ ପକ୍ଷରୁ ନୋଟିସ ଜାରି କରାଯାଇଥିଲେ ମଧ୍ୟ କାର୍ଯ୍ୟ ବନ୍ଦ ହୋଇନାହିଁ। ଏହି ଜମିର ବଜାର ମୂଲ୍ୟ କୋଟି କୋଟି ଟଙ୍କା ବୋଲି କୁହାଯାଉଛି। [570,1881,750,1969]
birthday-2-photo [85,529,175,619]
zodiac-icon: ♉ [1145,271,1179,305]
lease-mineral: ମାଙ୍ଗାନିଜ (ଗୋଲାଙ୍ଗ) [509,1122,744,1155]
rashi-name: ସିଂହ: [1185,659,1206,672]
color-bar-right [1150,2316,1210,2326]
rashi-prediction: ଆଜି ଦିନଟି ଆପଣଙ୍କ ପାଇଁ ଶୁଭ। କର୍ମକ୍ଷେତ୍ରରେ ସଫଳତା ମିଳିବ ଓ ପରିବାରରେ ଆନନ୍ଦ ରହିବ। ଆର୍ଥିକ ଦିଗରୁ ଲାଭ ହେବାର ସମ୍ଭାବନା ଅଛି। ସ୍ୱାସ୍ଥ୍ୟ ପ୍ରତି ଧ୍ୟାନ ଦିଅନ୍ତୁ। ବନ୍ଧୁମାନଙ୍କ ସହଯୋଗ ମିଳିବ। ନୂଆ କାର୍ଯ୍ୟ ଆରମ୍ଭ କରିବା ପାଇଁ ସମୟ ଅନୁକୂଳ। ଯାତ୍ରା ଫଳପ୍ରଦ ହେବ। [1185,530,1492,588]
leases-table [196,802,744,1683]
lease-mineral: ଲାଇମ୍ ଷ୍ଟୋନ (ଦୁଙ୍ଗୁରି, ପାଇକ୍ମିନାଲ ଆଣ୍ଡ ବହ୍ମାଲ) [509,1650,744,1683]
kid-photo-1 [255,81,327,167]
birthday-2-title: ଜନ୍ମଦିନ ଶୁଭେଚ୍ଛା [46,501,152,517]
rashi-prediction: ଆଜି ଦିନଟି ଆପଣଙ୍କ ପାଇଁ ଶୁଭ। କର୍ମକ୍ଷେତ୍ରରେ ସଫଳତା ମିଳିବ ଓ ପରିବାରରେ ଆନନ୍ଦ ରହିବ। ଆର୍ଥିକ ଦିଗରୁ ଲାଭ ହେବାର ସମ୍ଭାବନା ଅଛି। ସ୍ୱାସ୍ଥ୍ୟ ପ୍ରତି ଧ୍ୟାନ ଦିଅନ୍ତୁ। ବନ୍ଧୁମାନଙ୍କ ସହଯୋଗ ମିଳିବ। ନୂଆ କାର୍ଯ୍ୟ ଆରମ୍ଭ କରିବା ପାଇଁ ସମୟ ଅନୁକୂଳ। ଯାତ୍ରା ଫଳପ୍ରଦ ହେବ। [1185,401,1492,459]
land-body-4: ଏହି ଘଟଣାରେ ଜଡ଼ିତ ଅଧିକାରୀଙ୍କ ବିରୁଦ୍ଧରେ କାର୍ଯ୍ୟାନୁଷ୍ଠାନ ଗ୍ରହଣ କରିବାକୁ ଦାବି ହୋଇଛି। ମାମଲାଟି ଉଚ୍ଚ ନ୍ୟାୟାଳୟରେ ବିଚାରାଧୀନ ଥିବା ଜଣାପଡ଼ିଛି। [950,1881,1132,1939]
birthday-form [8,72,554,240]
rashi-text [1185,1045,1492,1170]
lease-row [197,1320,744,1353]
lease-serial: ୧୪ [197,1254,251,1287]
footer-page-number: 25 [1472,2312,1486,2325]
memorial-left-photo [38,1882,158,2012]
memorial-left [8,1838,188,2278]
lease-holder: ମେସର୍ସ ଆର୍‌ଏନ ମାଇନିଂ ଆଣ୍ଡ ଟ୍ରେଡିଂ କର୍ପୋରେସନ ପ୍ରା. ଲି. [251,858,509,891]
cm-body-right-2: ଓଡ଼ିଆ ଦର୍ଶକଙ୍କ ପାଇଁ ଚବିଶ ଘଣ୍ଟିଆ ଖବର ପରିବେଷଣ କରିବା ଏହି ଚ୍ୟାନେଲର ଉଦ୍ଦେଶ୍ୟ। ରାଜ୍ୟର ସବୁ ଜିଲ୍ଲାରେ ସମ୍ବାଦଦାତା ନିଯୁକ୍ତ କରାଯାଇଛି। ଆଧୁନିକ ଯନ୍ତ୍ରପାତି ସହ ଷ୍ଟୁଡିଓ ପ୍ରସ୍ତୁତ କରାଯାଇଛି। ଗଣମାଧ୍ୟମର ବିକାଶ ସହ ଗଣତନ୍ତ୍ର ସୁଦୃଢ଼ ହେଉଛି ବୋଲି ମନ୍ତ୍ରୀ ଶ୍ରୀ ନାୟକ କହିଥିଲେ। [944,1235,1132,1338]
rashi-text [1185,1303,1492,1428]
land-body-3: ତହସିଲଦାରଙ୍କ ରିପୋର୍ଟ ଅନୁଯାୟୀ ଏହି ଜମି ସରକାରୀ ରେକର୍ଡରେ ଅନାବାଦୀ ଭାବେ ପଞ୍ଜିକୃତ। ଜମିକୁ ଦଖଲମୁକ୍ତ କରିବା ପାଇଁ ପଦକ୍ଷେପ ନିଆଯିବ ବୋଲି ଅଧିକାରୀମାନେ କହିଛନ୍ତି। [760,1881,940,1954]
land-kicker-3: ଉଲ୍ଲଂଘନ [423,1838,509,1862]
lease-mineral: ଆଇରନ୍ ଆଣ୍ଡ ମାଙ୍ଗାନିଜ (ଯୋଡ଼ା ସ୍ପେସ୍ ଖଣ୍ଡବନ୍ଧ ଆଣ୍ଡ ଜାମକାନି) [509,1551,744,1584]
lease-serial: ୧୧ [197,1155,251,1188]
lease-holder: ଟାଟା ଷ୍ଟିଲ ଲି. [251,1386,509,1419]
